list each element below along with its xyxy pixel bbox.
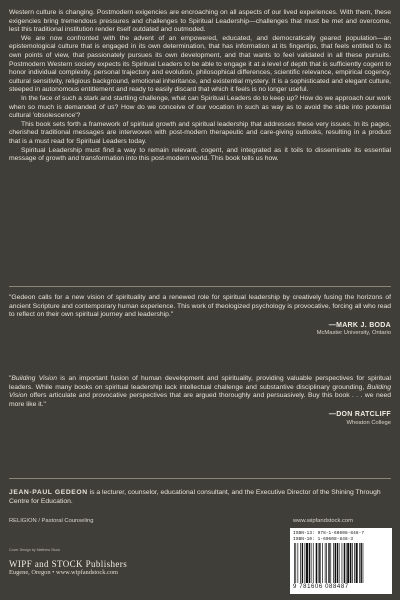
endorser-name: —DON RATCLIFF [328,411,391,419]
barcode-bar [356,543,358,583]
paragraph: Western culture is changing. Postmodern exigencies are encroaching on all aspects of our lived experiences. With them, these exigencies bring tremendous pressures and challenges to Spiritual Leadership—challenges that must be met and overcome, lest this traditional institution render itself outdated and outmoded. [9,9,391,34]
endorsement-quote: "Building Vision is an important fusion of human development and spirituality, providing valuable perspectives for spiritual leaders. While many books on spiritual leadership lack intellectual challenge and substantive disciplinary grounding, Building Vision offers articulate and provocative perspectives that are argued thoroughly and persuasively. Buy this book . . . we need more like it." [9,375,391,408]
barcode-bar [328,543,329,583]
barcode-bar [337,543,338,583]
barcode-bar [330,543,331,583]
barcode-bar [346,543,347,583]
barcode-bar [363,543,364,583]
barcode-bar [305,543,306,583]
barcode-bar [319,543,320,583]
isbn-10: ISBN-10: 1-60608-848-3 [293,537,354,542]
endorsement-attribution [9,322,391,338]
barcode-bar [302,543,303,583]
barcode-bar [350,543,351,583]
publisher-address: Eugene, Oregon • www.wipfandstock.com [9,569,119,576]
author-bio-text: is a lecturer, counselor, educational consultant, and the Executive Director of the Shining Through Centre for Education. [9,489,381,505]
isbn-13: ISBN-13: 978-1-60608-848-7 [293,531,365,536]
endorsement-boda [9,294,391,337]
barcode-bar [326,543,327,583]
author-name: JEAN-PAUL GEDEON [9,489,88,496]
endorsement-attribution [9,411,391,427]
paragraph: Spiritual Leadership must find a way to remain relevant, cogent, and integrated as it toils to disseminate its essential message of growth and transformation into this post-modern world. This book tells us how. [9,146,391,163]
barcode-bar [295,543,296,583]
barcode-bar [313,543,314,583]
endorser-affiliation: McMaster University, Ontario [316,330,391,337]
barcode-bar [325,543,326,583]
barcode-bar [333,543,334,583]
author-bio [9,489,391,506]
divider [9,478,391,479]
category-label: RELIGION / Pastoral Counseling [9,518,94,524]
barcode-bar [298,543,299,583]
barcode-bar [309,543,310,583]
barcode-bar [342,543,343,583]
website-url: www.wipfandstock.com [293,518,353,524]
barcode-bar [318,543,319,583]
barcode-number: 9 781606 088487 [293,584,349,590]
barcode-bar [347,543,349,583]
barcode-bar [316,543,317,583]
barcode-bar [359,543,360,583]
endorser-name: —MARK J. BODA [328,321,391,329]
paragraph: We are now confronted with the advent of an empowered, educated, and democratically geared population—an epistemological culture that is engaged in its own determination, that has information at its fingertips, that feels entitled to its own points of view, that passionately pursues its own development, and that wants to feel validated in all these pursuits. Postmodern Western society expects its Spiritual Leaders to be able to engage it at a level of depth that is sufficiently cogent to honor individual complexity, personal trajectory and evolution, philosophical differences, scientific relevance, empirical cogency, cultural sensitivity, religious background, emotional inheritance, and existential mystery. It is a sophisticated and elegant culture, steeped in autonomous entitlement and ready to easily discard that which it feels is no longer useful. [9,34,391,94]
paragraph: This book sets forth a framework of spiritual growth and spiritual leadership that addresses these very issues. In its pages, cherished traditional messages are interwoven with post-modern therapeutic and care-giving outlooks, resulting in a product that is a must read for Spiritual Leaders today. [9,120,391,145]
barcode-bar [354,543,355,583]
barcode-bar [335,543,336,583]
barcode-bar [361,543,362,583]
description-text [9,9,391,164]
endorsement-quote: "Gedeon calls for a new vision of spirituality and a renewed role for spiritual leadership by creatively fusing the horizons of ancient Scripture and contemporary human experience. This work of theologized psychology is provocative, forcing all who read to reflect on their own spiritual journey and leadership." [9,294,391,319]
barcode-bar [311,543,312,583]
book-title: Building Vision [11,375,57,382]
barcode-bars [293,543,389,583]
barcode-bar [352,543,353,583]
divider [9,286,391,287]
publisher-name: WIPF and STOCK Publishers [9,559,128,569]
barcode-bar [339,543,340,583]
barcode-bar [306,543,308,583]
barcode-bar [300,543,301,583]
book-title: Building Vision [9,383,391,400]
barcode-bar [344,543,345,583]
endorsement-ratcliff [9,375,391,427]
isbn-barcode [290,528,392,594]
cover-credit: Cover Design by Matthew Stock [9,548,61,552]
publisher-logo [9,559,127,577]
paragraph: In the face of such a stark and startling challenge, what can Spiritual Leaders do to keep up? How do we approach our work when so much is demanded of us? How do we conceive of our vocation in such as way as to avoid the slide into potential cultural 'obsolescence'? [9,94,391,120]
barcode-bar [322,543,323,583]
barcode-bar [294,543,295,583]
endorser-affiliation: Wheaton College [346,419,391,426]
